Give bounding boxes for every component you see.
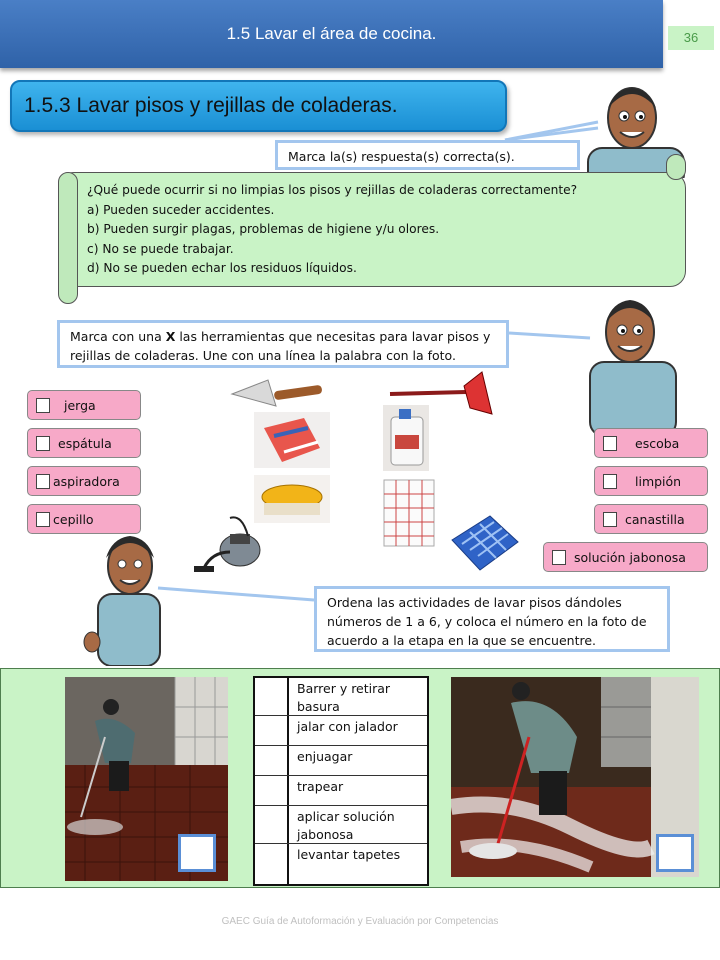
tool-checkbox[interactable] — [552, 550, 566, 565]
tool-checkbox[interactable] — [36, 474, 50, 489]
activity-order-table — [253, 676, 429, 886]
footer-text: GAEC Guía de Autoformación y Evaluación por Competencias — [221, 916, 499, 927]
page-number: 36 — [668, 26, 714, 50]
activity-label: Barrer y retirar basura — [297, 681, 391, 714]
activity-label: enjuagar — [297, 749, 353, 764]
tool-label: solución jabonosa — [574, 549, 686, 565]
instruction-text-1: Marca con una — [70, 329, 166, 344]
activity-number-cell[interactable] — [255, 678, 289, 715]
tool-checkbox[interactable] — [36, 512, 50, 527]
activity-number-cell[interactable] — [255, 806, 289, 843]
activity-row — [255, 716, 427, 746]
section-title: 1.5.3 Lavar pisos y rejillas de coladeras. — [10, 80, 507, 132]
answer-option-a[interactable]: a) Pueden suceder accidentes. — [87, 202, 275, 217]
cloth-icon[interactable] — [254, 412, 330, 468]
activity-label: aplicar solución jabonosa — [297, 809, 395, 842]
drain-grate-icon[interactable] — [446, 510, 522, 578]
photo-number-box-right[interactable] — [656, 834, 694, 872]
activity-row — [255, 844, 427, 884]
tool-label: cepillo — [53, 511, 94, 527]
activity-row — [255, 776, 427, 806]
answer-option-c[interactable]: c) No se puede trabajar. — [87, 241, 234, 256]
tool-checkbox[interactable] — [603, 474, 617, 489]
scroll-curl-right — [666, 154, 686, 180]
activity-number-cell[interactable] — [255, 716, 289, 745]
answer-option-d[interactable]: d) No se pueden echar los residuos líquidos. — [87, 261, 357, 275]
tool-label: escoba — [635, 435, 680, 451]
tool-tag-canastilla[interactable] — [594, 504, 708, 534]
question-prompt: ¿Qué puede ocurrir si no limpias los pisos y rejillas de coladeras correctamente? — [87, 183, 578, 197]
header-title: 1.5 Lavar el área de cocina. — [226, 24, 437, 43]
cartoon-man-icon — [580, 290, 690, 440]
tool-tag-escoba[interactable] — [594, 428, 708, 458]
activity-label: trapear — [297, 779, 344, 794]
instruction-x: X — [165, 329, 176, 344]
tool-checkbox[interactable] — [36, 436, 50, 451]
tool-tag-jerga[interactable] — [27, 390, 141, 420]
tool-checkbox[interactable] — [603, 512, 617, 527]
activity-number-cell[interactable] — [255, 844, 289, 884]
activity-row — [255, 806, 427, 844]
answer-option-b[interactable]: b) Pueden surgir plagas, problemas de higiene y/u olores. — [87, 222, 440, 236]
spatula-icon[interactable] — [228, 374, 324, 414]
tool-label: canastilla — [625, 511, 685, 527]
scroll-curl-left — [58, 172, 78, 304]
tool-tag-limpion[interactable] — [594, 466, 708, 496]
tool-label: espátula — [58, 435, 112, 451]
cartoon-woman-icon — [78, 528, 178, 666]
tool-tag-solucion-jabonosa[interactable] — [543, 542, 708, 572]
photo-number-box-left[interactable] — [178, 834, 216, 872]
tool-label: limpión — [635, 473, 682, 489]
detergent-bottle-icon[interactable] — [383, 405, 429, 471]
activity-label: levantar tapetes — [297, 847, 401, 862]
activity-row — [255, 746, 427, 776]
tool-label: jerga — [64, 397, 96, 413]
towel-icon[interactable] — [382, 474, 436, 548]
instruction-text-2: las herramientas que necesitas para lavar pisos y rejillas de coladeras. Une con una línea la palabra con la foto. — [70, 329, 491, 363]
tool-tag-espatula[interactable] — [27, 428, 141, 458]
tool-label: aspiradora — [53, 473, 120, 489]
vacuum-icon[interactable] — [192, 512, 268, 578]
instruction-mark-answers: Marca la(s) respuesta(s) correcta(s). — [275, 140, 580, 170]
tool-checkbox[interactable] — [603, 436, 617, 451]
instruction-mark-tools — [57, 320, 509, 368]
tool-checkbox[interactable] — [36, 398, 50, 413]
activity-number-cell[interactable] — [255, 776, 289, 805]
instruction-order-activities: Ordena las actividades de lavar pisos dándoles números de 1 a 6, y coloca el número en la foto de acuerdo a la etapa en la que se encuentre. — [314, 586, 670, 652]
activity-label: jalar con jalador — [297, 719, 398, 734]
activity-row — [255, 678, 427, 716]
activity-number-cell[interactable] — [255, 746, 289, 775]
tool-tag-aspiradora[interactable] — [27, 466, 141, 496]
question-scroll — [58, 172, 686, 287]
header-bar — [0, 0, 663, 68]
